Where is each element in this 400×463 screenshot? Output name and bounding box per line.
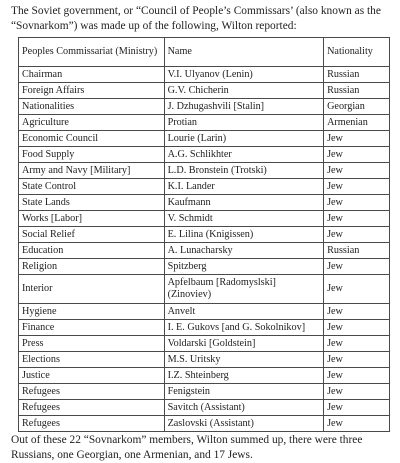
cell-commissariat: Religion — [19, 259, 165, 275]
cell-name: M.S. Uritsky — [164, 352, 324, 368]
cell-nationality: Jew — [324, 147, 390, 163]
header-nationality: Nationality — [324, 38, 390, 67]
cell-commissariat: Elections — [19, 352, 165, 368]
cell-commissariat: Agriculture — [19, 115, 165, 131]
cell-commissariat: Food Supply — [19, 147, 165, 163]
cell-nationality: Georgian — [324, 99, 390, 115]
cell-commissariat: Refugees — [19, 416, 165, 432]
cell-commissariat: Social Relief — [19, 227, 165, 243]
table-row — [19, 304, 390, 320]
table-row — [19, 259, 390, 275]
cell-nationality: Jew — [324, 352, 390, 368]
table-row — [19, 384, 390, 400]
cell-name: Protian — [164, 115, 324, 131]
sovnarkom-table — [18, 37, 390, 432]
cell-commissariat: Foreign Affairs — [19, 83, 165, 99]
cell-name: E. Lilina (Knigissen) — [164, 227, 324, 243]
cell-nationality: Russian — [324, 243, 390, 259]
cell-name: I.Z. Shteinberg — [164, 368, 324, 384]
table-row — [19, 195, 390, 211]
cell-nationality: Jew — [324, 227, 390, 243]
cell-commissariat: Refugees — [19, 384, 165, 400]
summary-paragraph: Out of these 22 “Sovnarkom” members, Wilton summed up, there were three Russians, one Georgian, one Armenian, and 17 Jews. — [11, 434, 363, 461]
cell-name: Anvelt — [164, 304, 324, 320]
table-row — [19, 163, 390, 179]
table-row — [19, 115, 390, 131]
table-row — [19, 211, 390, 227]
cell-nationality: Jew — [324, 275, 390, 304]
intro-paragraph: The Soviet government, or “Council of People’s Commissars’ (also known as the “Sovnarkom”) was made up of the following, Wilton reported: — [11, 5, 381, 32]
cell-commissariat: State Lands — [19, 195, 165, 211]
table-row — [19, 83, 390, 99]
cell-commissariat: Economic Council — [19, 131, 165, 147]
cell-name: I. E. Gukovs [and G. Sokolnikov] — [164, 320, 324, 336]
table-row — [19, 99, 390, 115]
cell-commissariat: Refugees — [19, 400, 165, 416]
table-row — [19, 147, 390, 163]
header-name: Name — [164, 38, 324, 67]
table-row — [19, 400, 390, 416]
table-row — [19, 227, 390, 243]
cell-commissariat: Education — [19, 243, 165, 259]
table-row — [19, 179, 390, 195]
table-body — [19, 67, 390, 432]
cell-nationality: Russian — [324, 67, 390, 83]
cell-name: A. Lunacharsky — [164, 243, 324, 259]
cell-nationality: Jew — [324, 416, 390, 432]
cell-name: Apfelbaum [Radomyslski] (Zinoviev) — [164, 275, 324, 304]
table-row — [19, 243, 390, 259]
cell-commissariat: Press — [19, 336, 165, 352]
table-row — [19, 67, 390, 83]
cell-nationality: Jew — [324, 320, 390, 336]
cell-commissariat: Works [Labor] — [19, 211, 165, 227]
cell-name: Voldarski [Goldstein] — [164, 336, 324, 352]
table-row — [19, 336, 390, 352]
table-header-row — [19, 38, 390, 67]
cell-nationality: Jew — [324, 304, 390, 320]
cell-nationality: Jew — [324, 211, 390, 227]
cell-nationality: Jew — [324, 179, 390, 195]
cell-nationality: Jew — [324, 195, 390, 211]
cell-name: V.I. Ulyanov (Lenin) — [164, 67, 324, 83]
cell-name: A.G. Schlikhter — [164, 147, 324, 163]
cell-nationality: Russian — [324, 83, 390, 99]
cell-nationality: Armenian — [324, 115, 390, 131]
cell-name: J. Dzhugashvili [Stalin] — [164, 99, 324, 115]
table-row — [19, 352, 390, 368]
cell-name: Spitzberg — [164, 259, 324, 275]
table-row — [19, 275, 390, 304]
cell-name: L.D. Bronstein (Trotski) — [164, 163, 324, 179]
cell-commissariat: Nationalities — [19, 99, 165, 115]
cell-name: Zaslovski (Assistant) — [164, 416, 324, 432]
header-commissariat: Peoples Commissariat (Ministry) — [19, 38, 165, 67]
cell-nationality: Jew — [324, 400, 390, 416]
cell-name: Fenigstein — [164, 384, 324, 400]
cell-name: Savitch (Assistant) — [164, 400, 324, 416]
cell-commissariat: Finance — [19, 320, 165, 336]
cell-name: K.I. Lander — [164, 179, 324, 195]
table-row — [19, 320, 390, 336]
cell-commissariat: Hygiene — [19, 304, 165, 320]
table-row — [19, 416, 390, 432]
cell-name: G.V. Chicherin — [164, 83, 324, 99]
cell-commissariat: Justice — [19, 368, 165, 384]
table-row — [19, 368, 390, 384]
cell-nationality: Jew — [324, 384, 390, 400]
table-row — [19, 131, 390, 147]
cell-nationality: Jew — [324, 336, 390, 352]
cell-commissariat: State Control — [19, 179, 165, 195]
cell-commissariat: Chairman — [19, 67, 165, 83]
cell-commissariat: Interior — [19, 275, 165, 304]
cell-name: Lourie (Larin) — [164, 131, 324, 147]
cell-commissariat: Army and Navy [Military] — [19, 163, 165, 179]
cell-nationality: Jew — [324, 131, 390, 147]
cell-nationality: Jew — [324, 368, 390, 384]
cell-nationality: Jew — [324, 163, 390, 179]
cell-nationality: Jew — [324, 259, 390, 275]
cell-name: V. Schmidt — [164, 211, 324, 227]
cell-name: Kaufmann — [164, 195, 324, 211]
